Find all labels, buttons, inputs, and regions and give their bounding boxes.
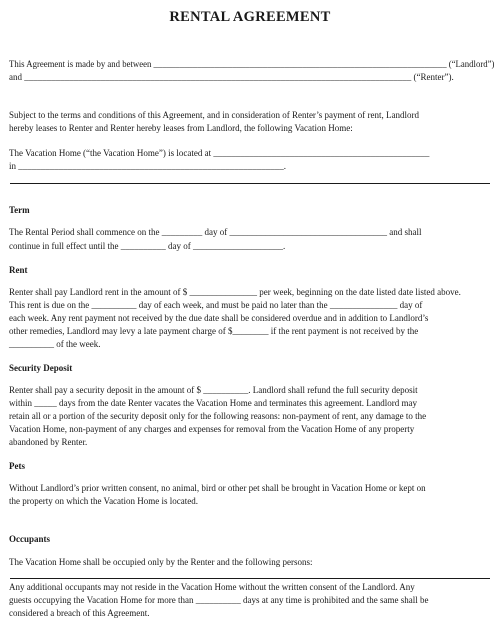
rent-line-3: each week. Any rent payment not received by the due date shall be considered overdue and in addition to Landlord’s [9,313,429,323]
rent-line-2: This rent is due on the __________ day of each week, and must be paid no later than the _______________ day of [9,300,423,310]
occupants-line-4: considered a breach of this Agreement. [9,608,150,618]
security-deposit-heading: Security Deposit [9,363,73,373]
occupants-blank-line [10,578,490,579]
intro-line-2: hereby leases to Renter and Renter hereby leases from Landlord, the following Vacation Home: [9,123,353,133]
deposit-line-2: within _____ days from the date Renter vacates the Vacation Home and terminates this agreement. Landlord may [9,398,417,408]
deposit-line-3: retain all or a portion of the security deposit only for the following reasons: non-payment of rent, any damage to the [9,411,427,421]
rent-line-1: Renter shall pay Landlord rent in the amount of $ _______________ per week, beginning on the date listed date listed above. [9,287,461,297]
deposit-line-4: Vacation Home, non-payment of any charges and expenses for removal from the Vacation Home of any property [9,424,415,434]
intro-line-1: Subject to the terms and conditions of this Agreement, and in consideration of Renter’s payment of rent, Landlord [9,110,419,120]
location-line-1: The Vacation Home (“the Vacation Home”) is located at ________________________________________________ [9,148,430,158]
parties-line-1: This Agreement is made by and between ___________________________________________________________________ (“Landlord”) [9,59,495,69]
pets-heading: Pets [9,461,25,471]
rent-line-5: __________ of the week. [9,339,101,349]
term-line-2: continue in full effect until the __________ day of ____________________. [9,241,286,251]
rent-heading: Rent [9,265,28,275]
pets-line-1: Without Landlord’s prior written consent, no animal, bird or other pet shall be brought in Vacation Home or kept on [9,483,426,493]
occupants-line-1: The Vacation Home shall be occupied only by the Renter and the following persons: [9,557,313,567]
parties-line-2: and ______________________________________________________________________________________ (“Renter”). [9,72,454,82]
occupants-heading: Occupants [9,534,51,544]
rent-line-4: other remedies, Landlord may levy a late payment charge of $________ if the rent payment is not received by the [9,326,419,336]
occupants-line-3: guests occupying the Vacation Home for more than __________ days at any time is prohibited and the same shall be [9,595,429,605]
deposit-line-5: abandoned by Renter. [9,437,88,447]
term-heading: Term [9,205,30,215]
document-title: RENTAL AGREEMENT [169,9,331,25]
location-line-2: in ___________________________________________________________. [9,161,287,171]
pets-line-2: the property on which the Vacation Home is located. [9,496,199,506]
location-blank-line [10,183,490,184]
term-line-1: The Rental Period shall commence on the _________ day of ___________________________________ and shall [9,227,422,237]
occupants-line-2: Any additional occupants may not reside in the Vacation Home without the written consent of the Landlord. Any [9,582,415,592]
deposit-line-1: Renter shall pay a security deposit in the amount of $ __________. Landlord shall refund the full security deposit [9,385,418,395]
